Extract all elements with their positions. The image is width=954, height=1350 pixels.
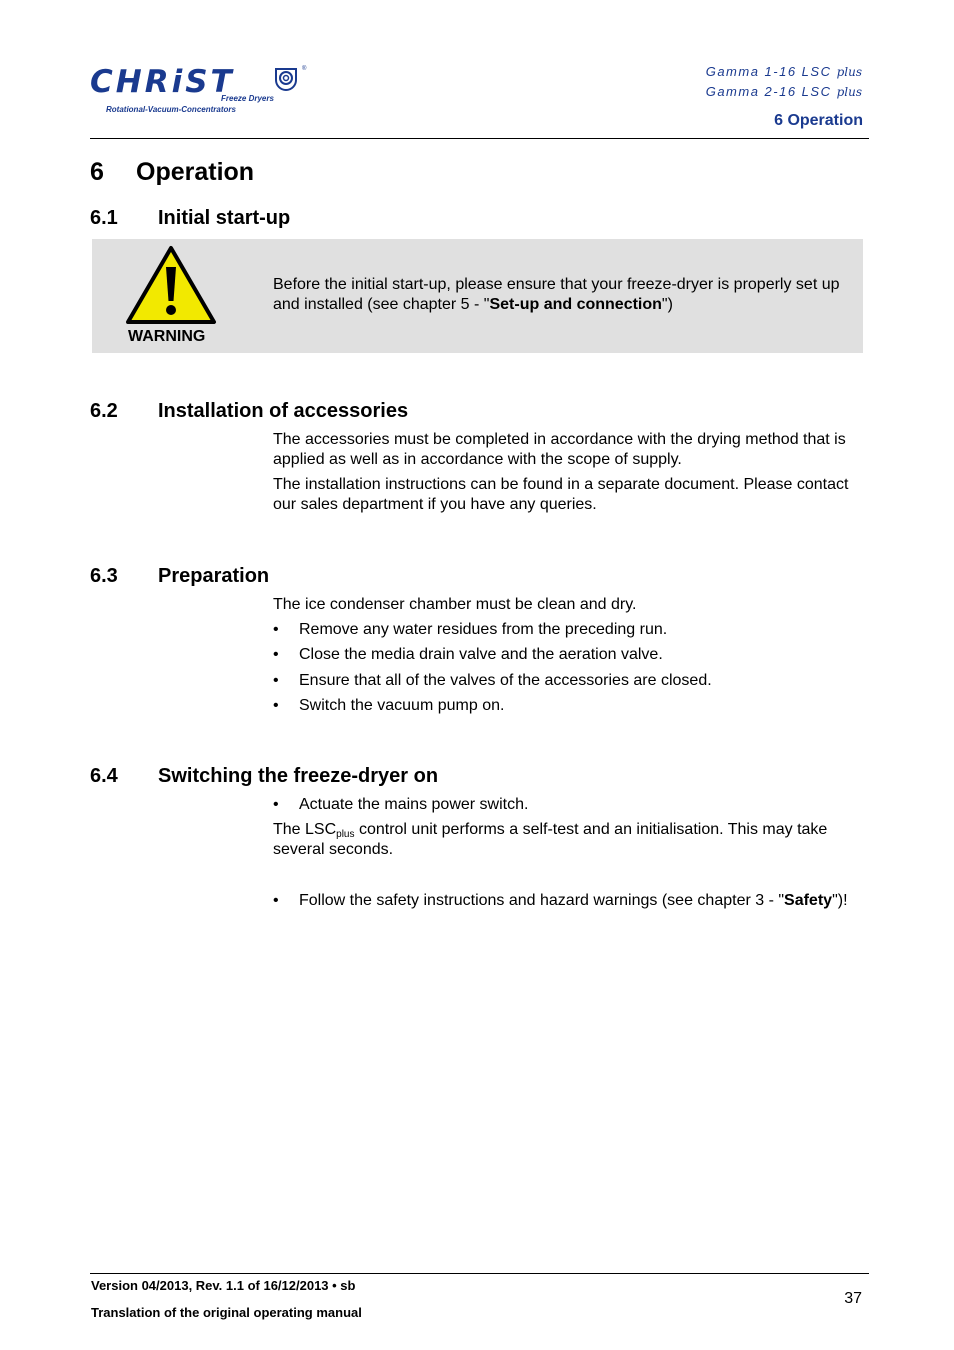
section-heading-6-2: [90, 400, 408, 423]
bullet-marker: •: [273, 621, 279, 638]
footer-divider: [90, 1273, 869, 1274]
list-item: [273, 795, 863, 815]
section-heading-6-3: [90, 565, 269, 588]
list-item: [273, 696, 863, 716]
section-title: Installation of accessories: [158, 400, 409, 422]
safety-text-post: ")!: [832, 892, 848, 909]
warning-text-bold: Set-up and connection: [489, 296, 662, 313]
warning-box: [92, 239, 863, 353]
section-number: 6.4: [90, 765, 118, 787]
list-item: [273, 620, 863, 640]
paragraph-text-post: control unit performs a self-test and an initialisation. This may take several seconds.: [273, 821, 828, 858]
warning-text-post: "): [661, 296, 673, 313]
list-item-text: Remove any water residues from the preceding run.: [299, 621, 668, 638]
warning-triangle-icon: [125, 245, 217, 325]
warning-text-pre: Before the initial start-up, please ensure that your freeze-dryer is properly set up and installed (see chapter 5 - ": [273, 276, 840, 313]
section-title: Preparation: [158, 565, 270, 587]
list-item-text: Ensure that all of the valves of the accessories are closed.: [299, 672, 712, 689]
paragraph-text-pre: The LSC: [273, 821, 337, 838]
bullet-marker: •: [273, 646, 279, 663]
logo-wordmark: CHRiST: [90, 64, 235, 100]
page-number: 37: [844, 1290, 862, 1307]
footer-version: Version 04/2013, Rev. 1.1 of 16/12/2013 • sb: [91, 1278, 356, 1293]
list-item: [273, 891, 863, 911]
logo-spiral-icon: [273, 66, 299, 92]
logo-subtitle-freeze-dryers: Freeze Dryers: [221, 94, 274, 103]
paragraph-self-test: [273, 820, 863, 860]
safety-text-pre: Follow the safety instructions and hazard warnings (see chapter 3 - ": [299, 892, 785, 909]
header-divider: [90, 138, 869, 139]
bullet-marker: •: [273, 796, 279, 813]
list-item-text: [299, 891, 863, 911]
safety-text-bold: Safety: [784, 892, 833, 909]
warning-text: [273, 275, 853, 315]
footer-translation: Translation of the original operating manual: [91, 1305, 362, 1320]
paragraph-installation: The installation instructions can be found in a separate document. Please contact our sales department if you have any queries.: [273, 476, 849, 513]
section-number: 6.1: [90, 207, 118, 229]
section-title: Initial start-up: [158, 207, 291, 229]
model-suffix-2: plus: [836, 85, 862, 99]
model-suffix-1: plus: [836, 65, 862, 79]
model-line-2: [706, 84, 862, 99]
model-name-2: Gamma 2-16 LSC: [705, 84, 832, 99]
chapter-number: 6: [90, 158, 104, 186]
chapter-title: Operation: [136, 158, 255, 186]
christ-logo: [90, 62, 320, 120]
header-section-label: 6 Operation: [774, 112, 863, 129]
list-item: [273, 671, 863, 691]
logo-subtitle-rvc: Rotational-Vacuum-Concentrators: [106, 105, 236, 114]
paragraph-accessories: The accessories must be completed in accordance with the drying method that is applied as well as in accordance with the scope of supply.: [273, 431, 846, 468]
section-title: Switching the freeze-dryer on: [158, 765, 439, 787]
list-item-text: Switch the vacuum pump on.: [299, 697, 505, 714]
logo-registered-mark: ®: [302, 66, 307, 72]
section-heading-6-1: [90, 207, 290, 230]
paragraph-subscript: plus: [336, 829, 355, 840]
bullet-marker: •: [273, 697, 279, 714]
section-number: 6.2: [90, 400, 118, 422]
section-heading-6-4: [90, 765, 438, 788]
chapter-heading: [90, 158, 254, 187]
model-line-1: [706, 64, 862, 79]
list-item-text: Actuate the mains power switch.: [299, 796, 529, 813]
bullet-marker: •: [273, 672, 279, 689]
model-name-1: Gamma 1-16 LSC: [705, 64, 832, 79]
bullet-marker: •: [273, 892, 279, 909]
warning-label: WARNING: [128, 328, 206, 345]
section-number: 6.3: [90, 565, 118, 587]
list-item-text: Close the media drain valve and the aeration valve.: [299, 646, 663, 663]
paragraph-preparation-intro: The ice condenser chamber must be clean and dry.: [273, 596, 637, 613]
list-item: [273, 645, 863, 665]
